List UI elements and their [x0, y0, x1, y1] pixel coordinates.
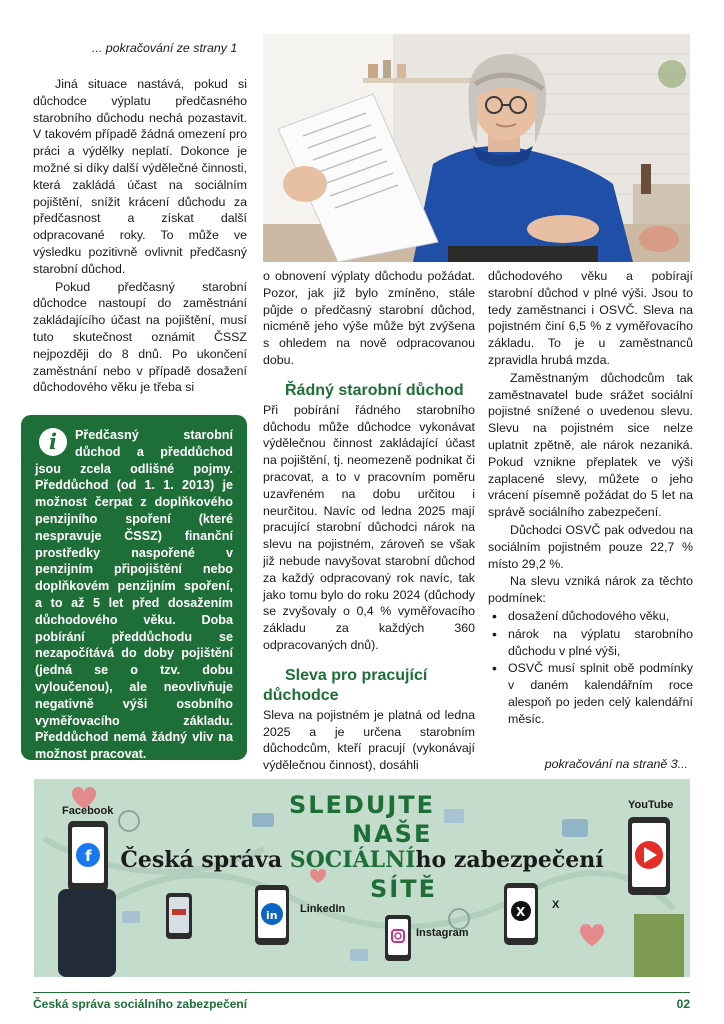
article-column-1 [33, 76, 247, 397]
paragraph: Zaměstnaným důchodcům tak zaměstnavatel bude srážet sociální pojistné snížené o uvedenou slevu. Slevu na pojistném sice nelze uplatnit zpětně, ale nárok nezaniká. Pokud vznikne přeplatek ve výši zaplacené slevy, můžete o jeho vrácení písemně požádat do 5 let na správě sociálního zabezpečení. [488, 370, 693, 520]
linkedin-phone-icon [255, 885, 289, 945]
thumbs-up-icon [562, 819, 588, 837]
instagram-label[interactable]: Instagram [416, 927, 469, 939]
section-heading-regular-pension: Řádný starobní důchod [285, 381, 464, 399]
svg-text:X: X [516, 905, 526, 919]
paragraph: Pokud předčasný starobní důchodce nastoupí do zaměstnání zakládajícího účast na pojištění, musí tuto skutečnost oznámit ČSSZ nejpozději do 8 dnů. Po ukončení zaměstnání nebo v případě dosažení důchodového věku je třeba si [33, 279, 247, 395]
svg-text:f: f [85, 847, 92, 865]
article-column-2 [263, 268, 475, 775]
paragraph: Na slevu vzniká nárok za těchto podmínek: [488, 574, 693, 606]
list-item: • OSVČ musí splnit obě podmínky v daném kalendářním roce alespoň po jeden celý kalendářní měsíc. [488, 660, 693, 727]
instagram-phone-icon [385, 915, 411, 961]
list-item: • nárok na výplatu starobního důchodu v plné výši, [488, 626, 693, 660]
heart-icon [580, 924, 604, 946]
chat-icon [122, 911, 140, 923]
paragraph: Při pobírání řádného starobního důchodu může důchodce vykonávat výdělečnou činnost zakládající účast na pojištění, tj. neomezeně podnikat či pracovat, a to v pracovním poměru uzavřeném na dobu určitou i neurčitou. Navíc od ledna 2025 mají pracující starobní důchodci nárok na slevu na pojistném, zároveň se však již nebude navyšovat starobní důchod za každý odpracovaný rok navíc, tak jako tomu bylo do roku 2024 (důchody se zvyšovaly o 0,4 % vyměřovacího základu za každých 360 odpracovaných dnů). [263, 402, 475, 652]
phone-icon [166, 893, 192, 939]
conditions-list [488, 608, 693, 728]
banner-org-text: ho zabezpečení [415, 847, 604, 873]
info-icon: i [39, 428, 67, 456]
svg-text:in: in [266, 909, 278, 922]
banner-title-line-1: SLEDUJTE [288, 791, 436, 819]
youtube-label[interactable]: YouTube [628, 799, 674, 811]
article-photo [263, 34, 690, 262]
paragraph: o obnovení výplaty důchodu požádat. Pozor, jak již bylo zmíněno, stále půjde o předčasný starobní důchod, nicméně jeho výše může být zvýšena s ohledem na nově odpracovanou dobu. [263, 269, 475, 367]
info-box [21, 415, 247, 760]
paragraph: Důchodci OSVČ pak odvedou na sociálním pojistném pouze 22,7 % místo 29,2 %. [488, 522, 693, 571]
senior-woman-reading-letter-photo [263, 34, 690, 262]
continued-from-note: ... pokračování ze strany 1 [92, 41, 238, 55]
banner-org-accent: SOCIÁLNÍ [289, 847, 416, 873]
social-media-banner [34, 779, 690, 977]
banner-organization-name [34, 847, 690, 873]
paragraph: Jiná situace nastává, pokud si důchodce výplatu předčasného starobního důchodu nechá pozastavit. V takovém případě žádná omezení pro práci a výdělky neplatí. Dokonce je možné si díky další výdělečné činnosti, která zakládá účast na sociálním pojištění, snížit krácení důchodu za předčasnost a získat další odpracované roky. To může ve výsledku pozitivně ovlivnit předčasný starobní důchod. [33, 77, 247, 276]
footer-organization: Česká správa sociálního zabezpečení [33, 997, 248, 1011]
section-heading-working-pensioner-discount: Sleva pro pracující důchodce [263, 666, 428, 704]
banner-title-line-3: SÍTĚ [370, 875, 437, 903]
banner-title-line-2: NAŠE [352, 820, 433, 848]
page-number: 02 [676, 997, 690, 1011]
x-phone-icon [504, 883, 538, 945]
list-item: • dosažení důchodového věku, [488, 608, 693, 625]
paragraph: Sleva na pojistném je platná od ledna 2025 a je určena starobním důchodcům, kteří pracují (vykonávají výdělečnou činnost), dosáhli [263, 707, 475, 773]
continued-to-note: pokračování na straně 3... [544, 757, 688, 771]
chat-icon [350, 949, 368, 961]
x-label[interactable]: X [552, 899, 560, 911]
info-box-text: Předčasný starobní důchod a předdůchod jsou zcela odlišné pojmy. Předdůchod (od 1. 1. 2013) je možnost čerpat z doplňkového penzijního spoření (které nespravuje ČSSZ) finanční prostředky naspořené v penzijním připojištění nebo doplňkovém penzijním spoření, a to až 5 let před dosažením důchodového věku. Doba pobírání předdůchodu se nezapočítává do doby pojištění (jedná se o tzv. dobu vyloučenou), ale neovlivňuje negativně výši osobního vyměřovacího základu. Předdůchod nemá žádný vliv na možnost pracovat. [35, 428, 233, 762]
facebook-phone-icon [58, 821, 116, 977]
footer-divider [33, 992, 690, 993]
banner-org-text: Česká správa [120, 847, 290, 873]
article-column-3 [488, 268, 693, 729]
paragraph: důchodového věku a pobírají starobní důchod v plné výši. Jsou to tedy zaměstnanci i OSVČ. Sleva na pojistném činí 6,5 % z vyměřovacího základu. To je u zaměstnanců zpravidla hrubá mzda. [488, 269, 693, 367]
facebook-label[interactable]: Facebook [62, 805, 114, 817]
linkedin-label[interactable]: LinkedIn [300, 903, 346, 915]
